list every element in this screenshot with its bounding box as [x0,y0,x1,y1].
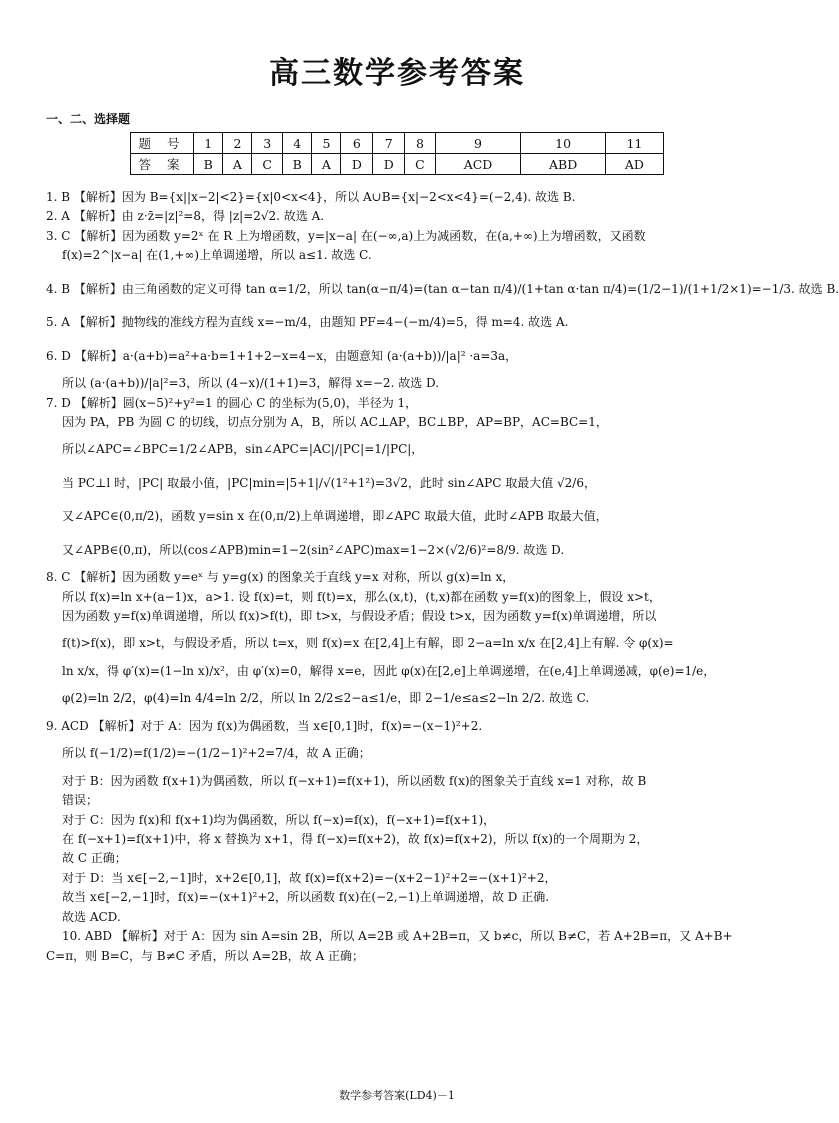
solution-line: C=π，则 B=C，与 B≠C 矛盾，所以 A=2B，故 A 正确； [46,948,364,963]
table-cell: 4 [282,133,311,154]
solution-line: 所以 f(x)=ln x+(a−1)x，a>1. 设 f(x)=t，则 f(t)=x，那么(x,t)，(t,x)都在函数 y=f(x)的图象上，假设 x>t， [62,589,661,604]
table-cell: 5 [312,133,341,154]
table-cell: 9 [435,133,521,154]
solution-line: 6. D 【解析】a·(a+b)=a²+a·b=1+1+2−x=4−x，由题意知 (a·(a+b))/|a|² ·a=3a， [46,348,518,363]
table-cell: B [282,154,311,175]
solution-line: 9. ACD 【解析】对于 A：因为 f(x)为偶函数，当 x∈[0,1]时，f(x)=−(x−1)²+2. [46,718,483,733]
solution-line: 所以 f(−1/2)=f(1/2)=−(1/2−1)²+2=7/4，故 A 正确； [62,746,371,761]
solution-line: 所以∠APC=∠BPC=1/2∠APB，sin∠APC=|AC|/|PC|=1/|PC|， [62,442,424,457]
solution-line: f(t)>f(x)，即 x>t，与假设矛盾，所以 t=x，则 f(x)=x 在[2,4]上有解，即 2−a=ln x/x 在[2,4]上有解. 令 φ(x)= [62,636,674,651]
table-cell: ABD [521,154,606,175]
table-cell: D [373,154,405,175]
solution-line: 又∠APC∈(0,π/2)，函数 y=sin x 在(0,π/2)上单调递增，即∠APC 取最大值，此时∠APB 取最大值， [62,509,608,524]
table-cell: D [341,154,373,175]
table-row-label: 题 号 [131,133,194,154]
solution-line: 5. A 【解析】抛物线的准线方程为直线 x=−m/4，由题知 PF=4−(−m/4)=5，得 m=4. 故选 A. [46,315,569,330]
solution-line: 故选 ACD. [62,909,121,924]
table-cell: B [194,154,223,175]
solution-line: 又∠APB∈(0,π)，所以(cos∠APB)min=1−2(sin²∠APC)max=1−2×(√2/6)²=8/9. 故选 D. [62,542,565,557]
solution-line: φ(2)=ln 2/2，φ(4)=ln 4/4=ln 2/2，所以 ln 2/2≤2−a≤1/e，即 2−1/e≤a≤2−ln 2/2. 故选 C. [62,691,590,706]
solution-line: f(x)=2^|x−a| 在(1,+∞)上单调递增，所以 a≤1. 故选 C. [62,248,372,263]
table-cell: 3 [252,133,283,154]
solution-line: 4. B 【解析】由三角函数的定义可得 tan α=1/2，所以 tan(α−π/4)=(tan α−tan π/4)/(1+tan α·tan π/4)=(1/2−1)/(1+1/2×1)=−1/3. 故选 B. [46,281,839,296]
table-cell: 8 [405,133,436,154]
solution-line: 10. ABD 【解析】对于 A：因为 sin A=sin 2B，所以 A=2B 或 A+2B=π，又 b≠c，所以 B≠C，若 A+2B=π，又 A+B+ [62,929,733,944]
table-cell: 10 [521,133,606,154]
solution-line: 错误； [62,793,99,808]
table-cell: 6 [341,133,373,154]
solution-line: 对于 C：因为 f(x)和 f(x+1)均为偶函数，所以 f(−x)=f(x)，f(−x+1)=f(x+1)， [62,812,496,827]
table-cell: C [405,154,436,175]
solution-line: 故 C 正确； [62,851,127,866]
answer-table-number-row [131,133,664,154]
solution-line: 因为 PA，PB 为圆 C 的切线，切点分别为 A，B，所以 AC⊥AP，BC⊥BP，AP=BP，AC=BC=1， [62,414,608,429]
solution-line: 因为函数 y=f(x)单调递增，所以 f(x)>f(t)，即 t>x，与假设矛盾；假设 t>x，因为函数 y=f(x)单调递增，所以 [62,609,657,623]
solution-line: 当 PC⊥l 时，|PC| 取最小值，|PC|min=|5+1|/√(1²+1²)=3√2，此时 sin∠APC 取最大值 √2/6， [62,475,596,490]
table-cell: 1 [194,133,223,154]
solution-line: 故当 x∈[−2,−1]时，f(x)=−(x+1)²+2，所以函数 f(x)在(−2,−1)上单调递增，故 D 正确. [62,890,550,905]
table-row-label: 答 案 [131,154,194,175]
table-cell: 2 [223,133,252,154]
table-cell: 7 [373,133,405,154]
page-footer: 数学参考答案(LD4)－1 [339,1089,455,1102]
solution-line: ln x/x，得 φ′(x)=(1−ln x)/x²，由 φ′(x)=0，解得 x=e，因此 φ(x)在[2,e]上单调递增，在(e,4]上单调递减，φ(e)=1/e， [62,663,716,678]
table-cell: C [252,154,283,175]
answer-table [130,132,664,175]
table-cell: 11 [605,133,663,154]
solution-line: 对于 D：当 x∈[−2,−1]时，x+2∈[0,1]，故 f(x)=f(x+2)=−(x+2−1)²+2=−(x+1)²+2， [62,870,557,885]
table-cell: A [223,154,252,175]
solution-line: 在 f(−x+1)=f(x+1)中，将 x 替换为 x+1，得 f(−x)=f(x+2)，故 f(x)=f(x+2)，所以 f(x)的一个周期为 2， [62,831,649,846]
solutions-body [46,188,839,966]
solution-line: 1. B 【解析】因为 B={x||x−2|<2}={x|0<x<4}，所以 A∪B={x|−2<x<4}=(−2,4). 故选 B. [46,190,576,204]
solution-line: 2. A 【解析】由 z·z̄=|z|²=8，得 |z|=2√2. 故选 A. [46,209,325,224]
solution-line: 3. C 【解析】因为函数 y=2ˣ 在 R 上为增函数，y=|x−a| 在(−∞,a)上为减函数，在(a,+∞)上为增函数，又函数 [46,228,646,243]
solution-line: 对于 B：因为函数 f(x+1)为偶函数，所以 f(−x+1)=f(x+1)，所以函数 f(x)的图象关于直线 x=1 对称，故 B [62,773,647,788]
table-cell: A [312,154,341,175]
page-title: 高三数学参考答案 [269,56,525,91]
solution-line: 8. C 【解析】因为函数 y=eˣ 与 y=g(x) 的图象关于直线 y=x 对称，所以 g(x)=ln x， [46,570,515,585]
solution-line: 7. D 【解析】圆(x−5)²+y²=1 的圆心 C 的坐标为(5,0)，半径为 1， [46,395,418,410]
answer-table-answer-row [131,154,664,175]
table-cell: AD [605,154,663,175]
solution-line: 所以 (a·(a+b))/|a|²=3，所以 (4−x)/(1+1)=3，解得 x=−2. 故选 D. [62,376,440,391]
table-cell: ACD [435,154,521,175]
section-label: 一、二、选择题 [46,112,131,126]
